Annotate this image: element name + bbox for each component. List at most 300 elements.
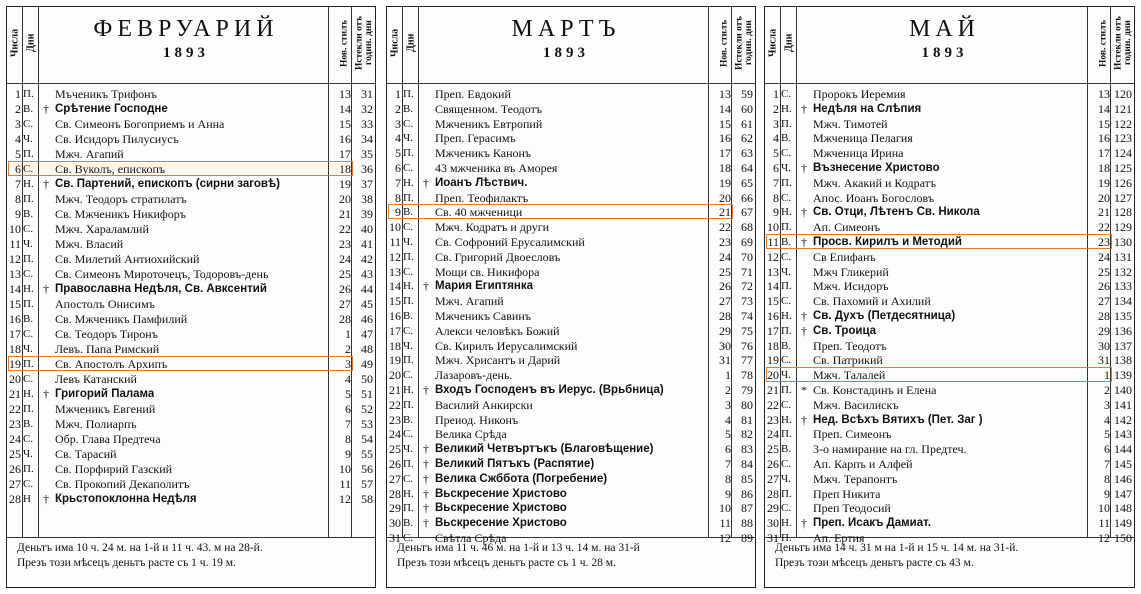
day-number: 12 bbox=[767, 249, 779, 264]
elapsed-days: 137 bbox=[1114, 338, 1132, 353]
new-style-date: 12 bbox=[1098, 530, 1110, 545]
weekday-abbrev: Ч. bbox=[23, 448, 33, 460]
month-title: МАЙ bbox=[908, 16, 980, 42]
elapsed-days: 32 bbox=[361, 102, 373, 116]
day-number: 4 bbox=[395, 131, 401, 146]
day-row bbox=[7, 327, 375, 342]
elapsed-days: 132 bbox=[1114, 264, 1132, 279]
feast-cross-icon: † bbox=[423, 382, 429, 397]
saint-name: Преп Теодосий bbox=[813, 501, 891, 516]
weekday-abbrev: Ч. bbox=[23, 343, 33, 355]
weekday-abbrev: С. bbox=[781, 502, 792, 515]
day-row bbox=[387, 191, 755, 206]
weekday-abbrev: Ч. bbox=[23, 238, 33, 250]
weekday-abbrev: С. bbox=[403, 472, 414, 485]
new-style-date: 27 bbox=[719, 294, 731, 309]
new-style-date: 14 bbox=[719, 101, 731, 116]
day-number: 8 bbox=[395, 190, 401, 205]
day-number: 9 bbox=[773, 205, 779, 220]
day-row bbox=[765, 102, 1134, 117]
column-label-day-number: Числа bbox=[389, 28, 401, 58]
saint-name: Св. Тарасий bbox=[55, 447, 117, 461]
day-number: 2 bbox=[773, 101, 779, 116]
day-number: 9 bbox=[15, 207, 21, 221]
saint-name: Св. Партений, епископъ (сирни заговѣ) bbox=[55, 178, 280, 190]
elapsed-days: 140 bbox=[1114, 382, 1132, 397]
saint-name: Преп. Теофилактъ bbox=[435, 190, 529, 205]
column-label-weekday: Дни bbox=[405, 33, 417, 53]
saint-name: Великий Пятъкъ (Распятие) bbox=[435, 457, 595, 470]
weekday-abbrev: С. bbox=[23, 433, 34, 445]
new-style-date: 6 bbox=[725, 442, 731, 457]
saint-name: Иоанъ Лѣствич. bbox=[435, 176, 528, 189]
elapsed-days: 134 bbox=[1114, 294, 1132, 309]
saint-name: 3-о намирание на гл. Предтеч. bbox=[813, 442, 967, 457]
new-style-date: 13 bbox=[339, 87, 351, 101]
day-row bbox=[387, 294, 755, 309]
day-row bbox=[7, 192, 375, 207]
day-number: 16 bbox=[9, 312, 21, 326]
day-number: 24 bbox=[9, 432, 21, 446]
day-number: 12 bbox=[9, 252, 21, 266]
saint-name: Левъ Катанский bbox=[55, 372, 137, 386]
elapsed-days: 68 bbox=[741, 220, 753, 235]
day-number: 8 bbox=[773, 190, 779, 205]
day-row bbox=[387, 442, 755, 457]
weekday-abbrev: П. bbox=[403, 250, 414, 263]
day-row bbox=[765, 117, 1134, 132]
new-style-date: 13 bbox=[719, 87, 731, 101]
new-style-date: 12 bbox=[339, 492, 351, 506]
day-number: 11 bbox=[9, 237, 21, 251]
day-number: 21 bbox=[767, 382, 779, 397]
saint-name: Св. Прокопий Декаполитъ bbox=[55, 477, 190, 491]
day-list bbox=[387, 87, 755, 546]
weekday-abbrev: П. bbox=[23, 193, 34, 205]
day-row bbox=[387, 309, 755, 324]
daylight-note: Презъ този мѣсецъ деньтъ расте съ 1 ч. 19 м. bbox=[17, 557, 236, 569]
weekday-abbrev: П. bbox=[403, 147, 414, 160]
new-style-date: 22 bbox=[719, 220, 731, 235]
weekday-abbrev: П. bbox=[403, 295, 414, 308]
new-style-date: 26 bbox=[1098, 279, 1110, 294]
new-style-date: 18 bbox=[719, 160, 731, 175]
day-row bbox=[765, 87, 1134, 102]
weekday-abbrev: П. bbox=[781, 383, 792, 396]
day-row bbox=[7, 162, 375, 177]
new-style-date: 19 bbox=[339, 177, 351, 191]
elapsed-days: 71 bbox=[741, 264, 753, 279]
new-style-date: 11 bbox=[339, 477, 351, 491]
day-row bbox=[765, 309, 1134, 324]
day-number: 7 bbox=[773, 175, 779, 190]
day-number: 19 bbox=[767, 353, 779, 368]
new-style-date: 21 bbox=[1098, 205, 1110, 220]
day-number: 26 bbox=[389, 456, 401, 471]
day-row bbox=[7, 237, 375, 252]
new-style-date: 8 bbox=[1104, 471, 1110, 486]
saint-name: Св. Милетий Антиохийский bbox=[55, 252, 200, 266]
day-row bbox=[387, 102, 755, 117]
weekday-abbrev: П. bbox=[781, 487, 792, 500]
elapsed-days: 136 bbox=[1114, 323, 1132, 338]
day-number: 20 bbox=[9, 372, 21, 386]
saint-name: Преиод. Никонъ bbox=[435, 412, 519, 427]
weekday-abbrev: С. bbox=[781, 191, 792, 204]
elapsed-days: 84 bbox=[741, 456, 753, 471]
day-number: 9 bbox=[395, 205, 401, 220]
saint-name: Мжч. Хараламлий bbox=[55, 222, 149, 236]
daylight-note: Презъ този мѣсецъ деньтъ расте съ 1 ч. 28 м. bbox=[397, 557, 616, 569]
saint-name: Входъ Господенъ въ Иерус. (Врьбница) bbox=[435, 383, 664, 396]
new-style-date: 28 bbox=[1098, 308, 1110, 323]
new-style-date: 4 bbox=[345, 372, 351, 386]
elapsed-days: 60 bbox=[741, 101, 753, 116]
new-style-date: 14 bbox=[339, 102, 351, 116]
day-row bbox=[387, 324, 755, 339]
day-row bbox=[387, 131, 755, 146]
day-number: 20 bbox=[767, 368, 779, 383]
weekday-abbrev: С. bbox=[781, 147, 792, 160]
new-style-date: 11 bbox=[719, 516, 731, 531]
saint-name: Св. Григорий Двоесловъ bbox=[435, 249, 561, 264]
weekday-abbrev: П. bbox=[23, 403, 34, 415]
weekday-abbrev: П. bbox=[23, 358, 34, 370]
weekday-abbrev: В. bbox=[23, 208, 34, 220]
day-number: 17 bbox=[767, 323, 779, 338]
day-row bbox=[7, 117, 375, 132]
new-style-date: 15 bbox=[719, 116, 731, 131]
weekday-abbrev: С. bbox=[781, 457, 792, 470]
elapsed-days: 53 bbox=[361, 417, 373, 431]
day-row bbox=[387, 457, 755, 472]
new-style-date: 4 bbox=[725, 412, 731, 427]
new-style-date: 9 bbox=[1104, 486, 1110, 501]
new-style-date: 22 bbox=[1098, 220, 1110, 235]
day-number: 5 bbox=[15, 147, 21, 161]
saint-name: Свѣтла Срѣда bbox=[435, 530, 507, 545]
saint-name: Св. Троица bbox=[813, 324, 877, 337]
month-title: ФЕВРУАРИЙ bbox=[93, 16, 279, 42]
elapsed-days: 64 bbox=[741, 160, 753, 175]
weekday-abbrev: В. bbox=[403, 102, 414, 115]
saint-name: Мжченикъ Савинъ bbox=[435, 308, 531, 323]
saint-name: Мжч. Василискъ bbox=[813, 397, 899, 412]
new-style-date: 29 bbox=[719, 323, 731, 338]
elapsed-days: 144 bbox=[1114, 442, 1132, 457]
day-number: 21 bbox=[389, 382, 401, 397]
day-number: 11 bbox=[767, 234, 779, 249]
elapsed-days: 120 bbox=[1114, 87, 1132, 101]
elapsed-days: 48 bbox=[361, 342, 373, 356]
weekday-abbrev: П. bbox=[23, 253, 34, 265]
saint-name: Недѣля на Слѣпия bbox=[813, 102, 922, 115]
feast-cross-icon: † bbox=[801, 101, 807, 116]
weekday-abbrev: Ч. bbox=[403, 443, 413, 456]
saint-name: Св. Кирилъ Иерусалимский bbox=[435, 338, 578, 353]
weekday-abbrev: В. bbox=[23, 313, 34, 325]
month-year: 1893 bbox=[543, 45, 589, 61]
day-number: 19 bbox=[389, 353, 401, 368]
weekday-abbrev: С. bbox=[781, 88, 792, 100]
day-row bbox=[7, 372, 375, 387]
elapsed-days: 121 bbox=[1114, 101, 1132, 116]
day-number: 18 bbox=[767, 338, 779, 353]
elapsed-days: 33 bbox=[361, 117, 373, 131]
new-style-date: 1 bbox=[725, 368, 731, 383]
elapsed-days: 37 bbox=[361, 177, 373, 191]
weekday-abbrev: Н. bbox=[23, 178, 34, 190]
new-style-date: 19 bbox=[719, 175, 731, 190]
saint-name: Просв. Кирилъ и Методий bbox=[813, 235, 962, 248]
day-row bbox=[7, 417, 375, 432]
month-header bbox=[387, 7, 755, 81]
new-style-date: 26 bbox=[339, 282, 351, 296]
day-row bbox=[765, 176, 1134, 191]
weekday-abbrev: Н. bbox=[403, 280, 414, 293]
elapsed-days: 40 bbox=[361, 222, 373, 236]
day-row bbox=[765, 487, 1134, 502]
day-row bbox=[387, 472, 755, 487]
new-style-date: 21 bbox=[719, 205, 731, 220]
month-title-block bbox=[43, 15, 329, 62]
saint-name: Мжч. Агапий bbox=[55, 147, 124, 161]
weekday-abbrev: С. bbox=[23, 223, 34, 235]
saint-name: Мария Египтянка bbox=[435, 280, 534, 293]
new-style-date: 2 bbox=[1104, 382, 1110, 397]
elapsed-days: 75 bbox=[741, 323, 753, 338]
day-row bbox=[765, 161, 1134, 176]
elapsed-days: 42 bbox=[361, 252, 373, 266]
day-number: 1 bbox=[15, 87, 21, 101]
weekday-abbrev: С. bbox=[23, 163, 34, 175]
weekday-abbrev: С. bbox=[403, 369, 414, 382]
day-number: 10 bbox=[9, 222, 21, 236]
day-number: 3 bbox=[15, 117, 21, 131]
elapsed-days: 54 bbox=[361, 432, 373, 446]
saint-name: Мжч. Полиарпъ bbox=[55, 417, 137, 431]
elapsed-days: 82 bbox=[741, 427, 753, 442]
weekday-abbrev: П. bbox=[781, 324, 792, 337]
saint-name: Мжч. Агапий bbox=[435, 294, 504, 309]
elapsed-days: 77 bbox=[741, 353, 753, 368]
weekday-abbrev: В. bbox=[23, 418, 34, 430]
elapsed-days: 31 bbox=[361, 87, 373, 101]
elapsed-days: 141 bbox=[1114, 397, 1132, 412]
new-style-date: 27 bbox=[339, 297, 351, 311]
day-number: 24 bbox=[767, 427, 779, 442]
day-number: 30 bbox=[389, 516, 401, 531]
weekday-abbrev: П. bbox=[23, 88, 34, 100]
elapsed-days: 61 bbox=[741, 116, 753, 131]
weekday-abbrev: Ч. bbox=[781, 161, 791, 174]
new-style-date: 23 bbox=[719, 234, 731, 249]
feast-cross-icon: † bbox=[43, 102, 49, 116]
saint-name: Св. Патрикий bbox=[813, 353, 883, 368]
day-row bbox=[765, 220, 1134, 235]
daylight-note: Презъ този мѣсецъ деньтъ расте съ 43 м. bbox=[775, 557, 974, 569]
day-row bbox=[387, 87, 755, 102]
elapsed-days: 133 bbox=[1114, 279, 1132, 294]
day-number: 5 bbox=[773, 146, 779, 161]
weekday-abbrev: Н. bbox=[403, 176, 414, 189]
saint-name: Священном. Теодотъ bbox=[435, 101, 543, 116]
saint-name: Св. Констадинъ и Елена bbox=[813, 382, 937, 397]
saint-name: Мжч. Теодоръ стратилатъ bbox=[55, 192, 187, 206]
elapsed-days: 85 bbox=[741, 471, 753, 486]
new-style-date: 1 bbox=[1104, 368, 1110, 383]
day-row bbox=[387, 205, 755, 220]
day-number: 28 bbox=[9, 492, 21, 506]
day-number: 7 bbox=[395, 175, 401, 190]
elapsed-days: 129 bbox=[1114, 220, 1132, 235]
new-style-date: 24 bbox=[1098, 249, 1110, 264]
new-style-date: 28 bbox=[719, 308, 731, 323]
feast-cross-icon: † bbox=[43, 282, 49, 296]
day-number: 28 bbox=[389, 486, 401, 501]
new-style-date: 11 bbox=[1098, 516, 1110, 531]
feast-cross-icon: † bbox=[801, 234, 807, 249]
day-number: 27 bbox=[9, 477, 21, 491]
weekday-abbrev: Ч. bbox=[781, 265, 791, 278]
saint-name: Св. Порфирий Газский bbox=[55, 462, 173, 476]
day-row bbox=[7, 207, 375, 222]
saint-name: Преп. Герасимъ bbox=[435, 131, 516, 146]
saint-name: Мжченикъ Евтропий bbox=[435, 116, 543, 131]
weekday-abbrev: Н. bbox=[403, 487, 414, 500]
month-header bbox=[7, 7, 375, 81]
new-style-date: 4 bbox=[1104, 412, 1110, 427]
weekday-abbrev: С. bbox=[403, 117, 414, 130]
column-label-elapsed-days: Истекли отъ годин. дни bbox=[734, 16, 754, 70]
new-style-date: 14 bbox=[1098, 101, 1110, 116]
day-number: 8 bbox=[15, 192, 21, 206]
saint-name: Вьскресение Христово bbox=[435, 487, 567, 500]
weekday-abbrev: В. bbox=[403, 413, 414, 426]
saint-name: Велика Срѣда bbox=[435, 427, 507, 442]
day-row bbox=[765, 146, 1134, 161]
weekday-abbrev: В. bbox=[403, 309, 414, 322]
elapsed-days: 57 bbox=[361, 477, 373, 491]
elapsed-days: 135 bbox=[1114, 308, 1132, 323]
new-style-date: 12 bbox=[719, 530, 731, 545]
day-row bbox=[765, 516, 1134, 531]
day-number: 21 bbox=[9, 387, 21, 401]
new-style-date: 7 bbox=[345, 417, 351, 431]
feast-cross-icon: † bbox=[43, 387, 49, 401]
saint-name: Мжч. Терапонтъ bbox=[813, 471, 898, 486]
day-number: 12 bbox=[389, 249, 401, 264]
new-style-date: 15 bbox=[339, 117, 351, 131]
day-number: 22 bbox=[9, 402, 21, 416]
saint-name: Преп. Симеонъ bbox=[813, 427, 892, 442]
saint-name: Св. Отци, Лѣтенъ Св. Никола bbox=[813, 206, 980, 219]
footer-divider bbox=[7, 537, 375, 538]
day-row bbox=[765, 368, 1134, 383]
day-row bbox=[7, 222, 375, 237]
day-row bbox=[7, 342, 375, 357]
day-number: 31 bbox=[767, 530, 779, 545]
day-row bbox=[7, 357, 375, 372]
elapsed-days: 41 bbox=[361, 237, 373, 251]
elapsed-days: 47 bbox=[361, 327, 373, 341]
saint-name: Мжч Гликерий bbox=[813, 264, 889, 279]
weekday-abbrev: С. bbox=[23, 118, 34, 130]
new-style-date: 16 bbox=[339, 132, 351, 146]
weekday-abbrev: Н. bbox=[403, 383, 414, 396]
elapsed-days: 124 bbox=[1114, 146, 1132, 161]
saint-name: Св. Теодоръ Тиронъ bbox=[55, 327, 158, 341]
weekday-abbrev: Ч. bbox=[403, 235, 413, 248]
day-number: 26 bbox=[767, 456, 779, 471]
weekday-abbrev: Ч. bbox=[403, 339, 413, 352]
feast-marker: * bbox=[801, 382, 807, 397]
column-label-new-style: Нов. стилъ bbox=[339, 19, 350, 67]
feast-cross-icon: † bbox=[43, 492, 49, 506]
new-style-date: 18 bbox=[1098, 160, 1110, 175]
day-list bbox=[7, 87, 375, 507]
day-row bbox=[7, 282, 375, 297]
daylight-note: Деньтъ има 10 ч. 24 м. на 1-й и 11 ч. 43. м на 28-й. bbox=[17, 542, 263, 554]
elapsed-days: 59 bbox=[741, 87, 753, 101]
daylight-note: Деньтъ има 14 ч. 31 м на 1-й и 15 ч. 14 м. на 31-й. bbox=[775, 542, 1019, 554]
elapsed-days: 83 bbox=[741, 442, 753, 457]
elapsed-days: 87 bbox=[741, 501, 753, 516]
day-number: 27 bbox=[767, 471, 779, 486]
new-style-date: 3 bbox=[725, 397, 731, 412]
elapsed-days: 66 bbox=[741, 190, 753, 205]
saint-name: Св. Пахомий и Ахилий bbox=[813, 294, 931, 309]
day-number: 14 bbox=[9, 282, 21, 296]
day-list bbox=[765, 87, 1134, 546]
new-style-date: 1 bbox=[345, 327, 351, 341]
month-footer bbox=[775, 541, 1126, 571]
new-style-date: 30 bbox=[719, 338, 731, 353]
saint-name: Алекси человѣкъ Божий bbox=[435, 323, 560, 338]
day-row bbox=[387, 220, 755, 235]
day-number: 2 bbox=[395, 101, 401, 116]
elapsed-days: 73 bbox=[741, 294, 753, 309]
elapsed-days: 35 bbox=[361, 147, 373, 161]
feast-cross-icon: † bbox=[43, 177, 49, 191]
new-style-date: 10 bbox=[339, 462, 351, 476]
saint-name: Крьстопоклонна Недѣля bbox=[55, 493, 197, 505]
day-row bbox=[387, 353, 755, 368]
elapsed-days: 50 bbox=[361, 372, 373, 386]
weekday-abbrev: С. bbox=[781, 354, 792, 367]
weekday-abbrev: С. bbox=[781, 250, 792, 263]
saint-name: Мжч. Власий bbox=[55, 237, 124, 251]
elapsed-days: 70 bbox=[741, 249, 753, 264]
day-row bbox=[765, 235, 1134, 250]
elapsed-days: 139 bbox=[1114, 368, 1132, 383]
day-row bbox=[7, 387, 375, 402]
day-row bbox=[765, 383, 1134, 398]
weekday-abbrev: С. bbox=[403, 161, 414, 174]
weekday-abbrev: С. bbox=[403, 221, 414, 234]
weekday-abbrev: П. bbox=[781, 117, 792, 130]
elapsed-days: 128 bbox=[1114, 205, 1132, 220]
day-number: 23 bbox=[9, 417, 21, 431]
saint-name: Мжч. Талалей bbox=[813, 368, 886, 383]
elapsed-days: 72 bbox=[741, 279, 753, 294]
month-panel-may bbox=[764, 6, 1135, 588]
day-number: 10 bbox=[767, 220, 779, 235]
saint-name: Преп. Евдокий bbox=[435, 87, 511, 101]
day-row bbox=[7, 132, 375, 147]
new-style-date: 7 bbox=[725, 456, 731, 471]
new-style-date: 19 bbox=[1098, 175, 1110, 190]
